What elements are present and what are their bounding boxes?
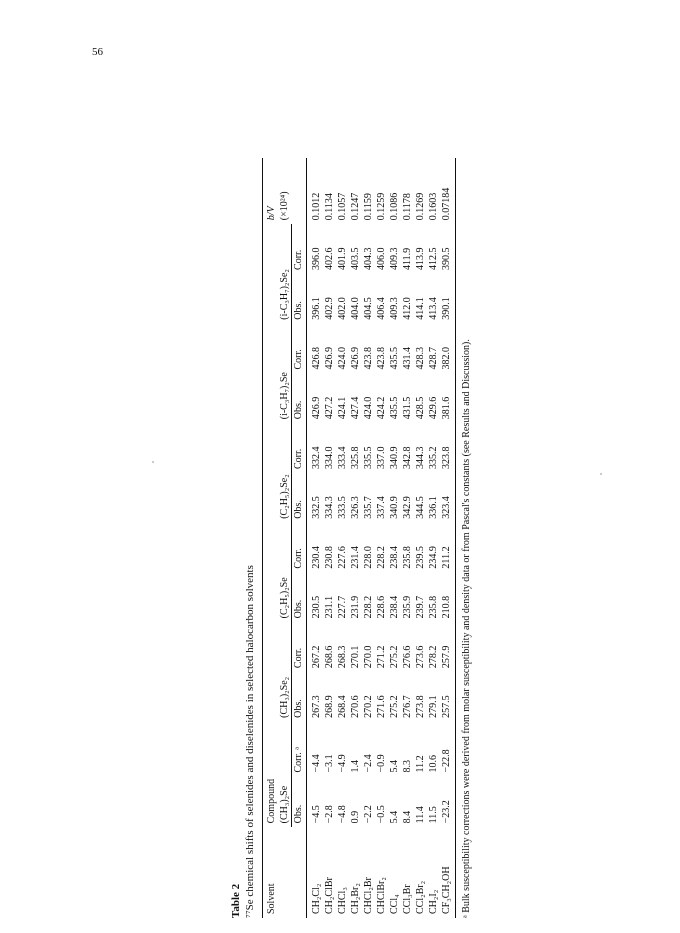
obs-cell: −4.8 — [337, 805, 348, 824]
obs-cell: 337.4 — [376, 496, 387, 519]
obs-cell: 323.4 — [440, 473, 456, 523]
obs-cell: 342.9 — [402, 496, 413, 519]
corr-cell: 390.5 — [440, 224, 456, 274]
scan-speck — [152, 461, 154, 463]
corr-cell: 411.9 — [402, 247, 413, 270]
corr-cell: 382.0 — [440, 324, 456, 374]
obs-cell: 336.1 — [428, 496, 439, 519]
corr-cell: 273.6 — [415, 645, 426, 669]
obs-cell: 238.4 — [389, 595, 400, 619]
obs-header: Obs. — [292, 573, 307, 623]
table-body — [307, 158, 456, 918]
obs-cell: 390.1 — [440, 274, 456, 324]
corr-cell: 426.9 — [324, 347, 335, 370]
corr-cell: 335.2 — [428, 446, 439, 470]
corr-cell: 235.8 — [402, 546, 413, 569]
page-number: 56 — [92, 46, 103, 58]
corr-header: Corr. — [292, 324, 307, 374]
corr-header: Corr. ᵃ — [292, 722, 307, 777]
ratio-cell: 0.07184 — [440, 158, 456, 224]
corr-cell: 276.6 — [402, 645, 413, 669]
corr-cell: 333.4 — [337, 446, 348, 470]
compound-name: (C₂H₅)₂Se — [278, 523, 292, 623]
compound-name: (i-C₃H₇)₂Se₂ — [278, 224, 292, 324]
obs-cell: 273.8 — [415, 695, 426, 718]
obs-cell: 8.4 — [402, 810, 413, 824]
corr-cell: 228.0 — [363, 546, 374, 569]
obs-cell: 335.7 — [363, 496, 374, 519]
corr-cell: 268.3 — [337, 645, 348, 669]
table-caption: ⁷⁷Se chemical shifts of selenides and diselenides in selected halocarbon solvents — [244, 565, 256, 918]
obs-cell: 435.5 — [389, 396, 400, 420]
corr-cell: 404.3 — [363, 247, 374, 270]
corr-cell: 278.2 — [428, 645, 439, 669]
ratio-cell: 0.1159 — [363, 193, 374, 221]
corr-cell: −3.1 — [324, 754, 335, 773]
corr-cell: 5.4 — [389, 760, 400, 773]
corr-cell: 234.9 — [428, 546, 439, 569]
obs-cell: 427.2 — [324, 396, 335, 420]
obs-cell: 424.0 — [363, 396, 374, 420]
obs-cell: 270.6 — [350, 695, 361, 718]
corr-header: Corr. — [292, 622, 307, 672]
solvent-header: Solvent — [263, 827, 279, 918]
obs-cell: 5.4 — [389, 810, 400, 824]
corr-cell: 323.8 — [440, 423, 456, 473]
ratio-cell: 0.1269 — [415, 192, 426, 221]
corr-cell: 409.3 — [389, 247, 400, 270]
ratio-cell: 0.1057 — [337, 192, 348, 221]
solvent-cell: CHClBr₂ — [376, 877, 387, 914]
table-row — [362, 158, 375, 918]
compound-name: (CH₃)₂Se — [278, 722, 292, 828]
corr-cell: 431.4 — [402, 347, 413, 370]
corr-cell: 228.2 — [376, 546, 387, 569]
corr-cell: 268.6 — [324, 645, 335, 669]
corr-cell: 413.9 — [415, 247, 426, 270]
corr-cell: 426.9 — [350, 347, 361, 370]
empty-cell — [292, 158, 307, 224]
corr-cell: 1.4 — [350, 760, 361, 773]
obs-header: Obs. — [292, 672, 307, 722]
obs-cell: 271.6 — [376, 695, 387, 718]
obs-cell: 340.9 — [389, 496, 400, 519]
obs-cell: 404.5 — [363, 297, 374, 320]
corr-cell: −0.9 — [376, 754, 387, 773]
obs-cell: 409.3 — [389, 297, 400, 320]
obs-cell: 429.6 — [428, 396, 439, 420]
corr-cell: 340.9 — [389, 446, 400, 470]
selenium-shift-table — [262, 158, 456, 918]
obs-cell: 0.9 — [350, 810, 361, 824]
ratio-cell: 0.1134 — [324, 193, 335, 221]
corr-cell: −22.8 — [440, 722, 456, 777]
corr-cell: 10.6 — [428, 755, 439, 773]
corr-cell: 238.4 — [389, 546, 400, 569]
solvent-cell: CCl₃Br — [402, 884, 413, 914]
corr-cell: 423.8 — [363, 347, 374, 370]
corr-cell: 271.2 — [376, 645, 387, 669]
corr-cell: 335.5 — [363, 446, 374, 470]
obs-cell: 231.1 — [324, 595, 335, 619]
obs-cell: 326.3 — [350, 496, 361, 519]
obs-cell: 279.1 — [428, 695, 439, 718]
corr-header: Corr. — [292, 523, 307, 573]
corr-header: Corr. — [292, 224, 307, 274]
corr-cell: −2.4 — [363, 754, 374, 773]
table-row — [388, 158, 401, 918]
obs-cell: 431.5 — [402, 396, 413, 420]
corr-cell: 227.6 — [337, 546, 348, 569]
corr-cell: 325.8 — [350, 446, 361, 470]
corr-cell: 267.2 — [311, 645, 322, 669]
ratio-cell: 0.1178 — [402, 193, 413, 221]
obs-cell: 228.2 — [363, 595, 374, 619]
obs-header: Obs. — [292, 473, 307, 523]
scan-speck — [600, 473, 602, 475]
corr-cell: 428.7 — [428, 347, 439, 370]
corr-cell: 342.8 — [402, 446, 413, 470]
obs-cell: 413.4 — [428, 297, 439, 320]
obs-cell: 427.4 — [350, 396, 361, 420]
corr-cell: 428.3 — [415, 347, 426, 370]
obs-cell: 334.3 — [324, 496, 335, 519]
table-row — [349, 158, 362, 918]
solvent-cell: CH₂Br₂ — [350, 883, 361, 914]
corr-cell: 270.1 — [350, 645, 361, 669]
obs-cell: 268.4 — [337, 695, 348, 718]
obs-cell: 11.4 — [415, 806, 426, 824]
table-row — [375, 158, 388, 918]
obs-cell: 424.1 — [337, 396, 348, 420]
obs-cell: 276.7 — [402, 695, 413, 718]
obs-cell: 396.1 — [311, 297, 322, 320]
obs-cell: 428.5 — [415, 396, 426, 420]
obs-cell: 228.6 — [376, 595, 387, 619]
corr-cell: 401.9 — [337, 247, 348, 270]
ratio-unit: (×10²⁴) — [279, 191, 291, 221]
solvent-cell: CF₃CH₂OH — [440, 827, 456, 918]
table-row — [323, 158, 336, 918]
corr-cell: 337.0 — [376, 446, 387, 470]
compound-name: (CH₃)₂Se₂ — [278, 622, 292, 722]
obs-cell: −0.5 — [376, 805, 387, 824]
corr-cell: 8.3 — [402, 760, 413, 773]
corr-cell: 435.5 — [389, 347, 400, 370]
obs-cell: 412.0 — [402, 297, 413, 320]
corr-cell: 275.2 — [389, 645, 400, 669]
obs-cell: 230.5 — [311, 595, 322, 619]
obs-cell: 333.5 — [337, 496, 348, 519]
corr-cell: 239.5 — [415, 546, 426, 569]
obs-cell: 381.6 — [440, 374, 456, 424]
ratio-cell: 0.1603 — [428, 192, 439, 221]
table-footnote: ᵃ Bulk susceptibility corrections were derived from molar susceptibility and density data or from Pascal's constants (see Results and Discussion). — [461, 339, 472, 918]
table-row — [401, 158, 414, 918]
corr-cell: 396.0 — [311, 247, 322, 270]
corr-cell: 424.0 — [337, 347, 348, 370]
ratio-cell: 0.1086 — [389, 192, 400, 221]
corr-cell: 412.5 — [428, 247, 439, 270]
corr-cell: 231.4 — [350, 546, 361, 569]
corr-cell: 332.4 — [311, 446, 322, 470]
ratio-cell: 0.1247 — [350, 192, 361, 221]
corr-cell: 270.0 — [363, 645, 374, 669]
obs-cell: 231.9 — [350, 595, 361, 619]
solvent-cell: CHCl₃ — [337, 887, 348, 914]
obs-cell: 402.9 — [324, 297, 335, 320]
table-row — [307, 158, 324, 918]
obs-cell: 235.9 — [402, 595, 413, 619]
table-row — [336, 158, 349, 918]
corr-cell: 402.6 — [324, 247, 335, 270]
obs-cell: −2.8 — [324, 805, 335, 824]
obs-cell: 426.9 — [311, 396, 322, 420]
solvent-cell: CH₂I₂ — [428, 889, 439, 914]
obs-header: Obs. — [292, 374, 307, 424]
table-label: Table 2 — [230, 883, 242, 918]
corr-cell: 334.0 — [324, 446, 335, 470]
compound-name: (C₂H₅)₂Se₂ — [278, 423, 292, 523]
corr-header: Corr. — [292, 423, 307, 473]
corr-cell: 230.4 — [311, 546, 322, 569]
corr-cell: 211.2 — [440, 523, 456, 573]
compound-name: (i-C₃H₇)₂Se — [278, 324, 292, 424]
corr-cell: 257.9 — [440, 622, 456, 672]
obs-cell: 332.5 — [311, 496, 322, 519]
obs-cell: 404.0 — [350, 297, 361, 320]
solvent-cell: CH₂ClBr — [324, 877, 335, 914]
corr-cell: 426.8 — [311, 347, 322, 370]
corr-cell: 230.8 — [324, 546, 335, 569]
corr-cell: −4.9 — [337, 754, 348, 773]
obs-cell: 267.3 — [311, 695, 322, 718]
compound-header: Compound — [263, 224, 279, 827]
obs-cell: 275.2 — [389, 695, 400, 718]
corr-cell: 344.3 — [415, 446, 426, 470]
corr-cell: −4.4 — [311, 754, 322, 773]
obs-cell: 406.4 — [376, 297, 387, 320]
obs-cell: 270.2 — [363, 695, 374, 718]
obs-cell: 235.8 — [428, 595, 439, 619]
obs-cell: 11.5 — [428, 806, 439, 824]
table-row — [440, 158, 456, 918]
empty-cell — [278, 827, 292, 918]
obs-cell: −23.2 — [440, 777, 456, 828]
obs-cell: −2.2 — [363, 805, 374, 824]
empty-cell — [292, 827, 307, 918]
obs-header: Obs. — [292, 777, 307, 828]
ratio-cell: 0.1012 — [311, 192, 322, 221]
ratio-cell: 0.1259 — [376, 192, 387, 221]
ratio-header: b/V — [263, 158, 279, 224]
table-row — [414, 158, 427, 918]
obs-cell: 344.5 — [415, 496, 426, 519]
obs-header: Obs. — [292, 274, 307, 324]
solvent-cell: CHCl₂Br — [363, 877, 374, 914]
obs-cell: 424.2 — [376, 396, 387, 420]
obs-cell: −4.5 — [311, 805, 322, 824]
solvent-cell: CCl₄ — [389, 894, 400, 914]
obs-cell: 402.0 — [337, 297, 348, 320]
corr-cell: 423.8 — [376, 347, 387, 370]
obs-cell: 239.7 — [415, 595, 426, 619]
solvent-cell: CH₂Cl₂ — [311, 883, 322, 914]
corr-cell: 403.5 — [350, 247, 361, 270]
table-row — [427, 158, 440, 918]
obs-cell: 210.8 — [440, 573, 456, 623]
solvent-cell: CCl₂Br₂ — [415, 880, 426, 914]
corr-cell: 11.2 — [415, 755, 426, 773]
obs-cell: 414.1 — [415, 297, 426, 320]
corr-cell: 406.0 — [376, 247, 387, 270]
obs-cell: 257.5 — [440, 672, 456, 722]
obs-cell: 268.9 — [324, 695, 335, 718]
rotated-table-block — [230, 158, 472, 918]
obs-cell: 227.7 — [337, 595, 348, 619]
